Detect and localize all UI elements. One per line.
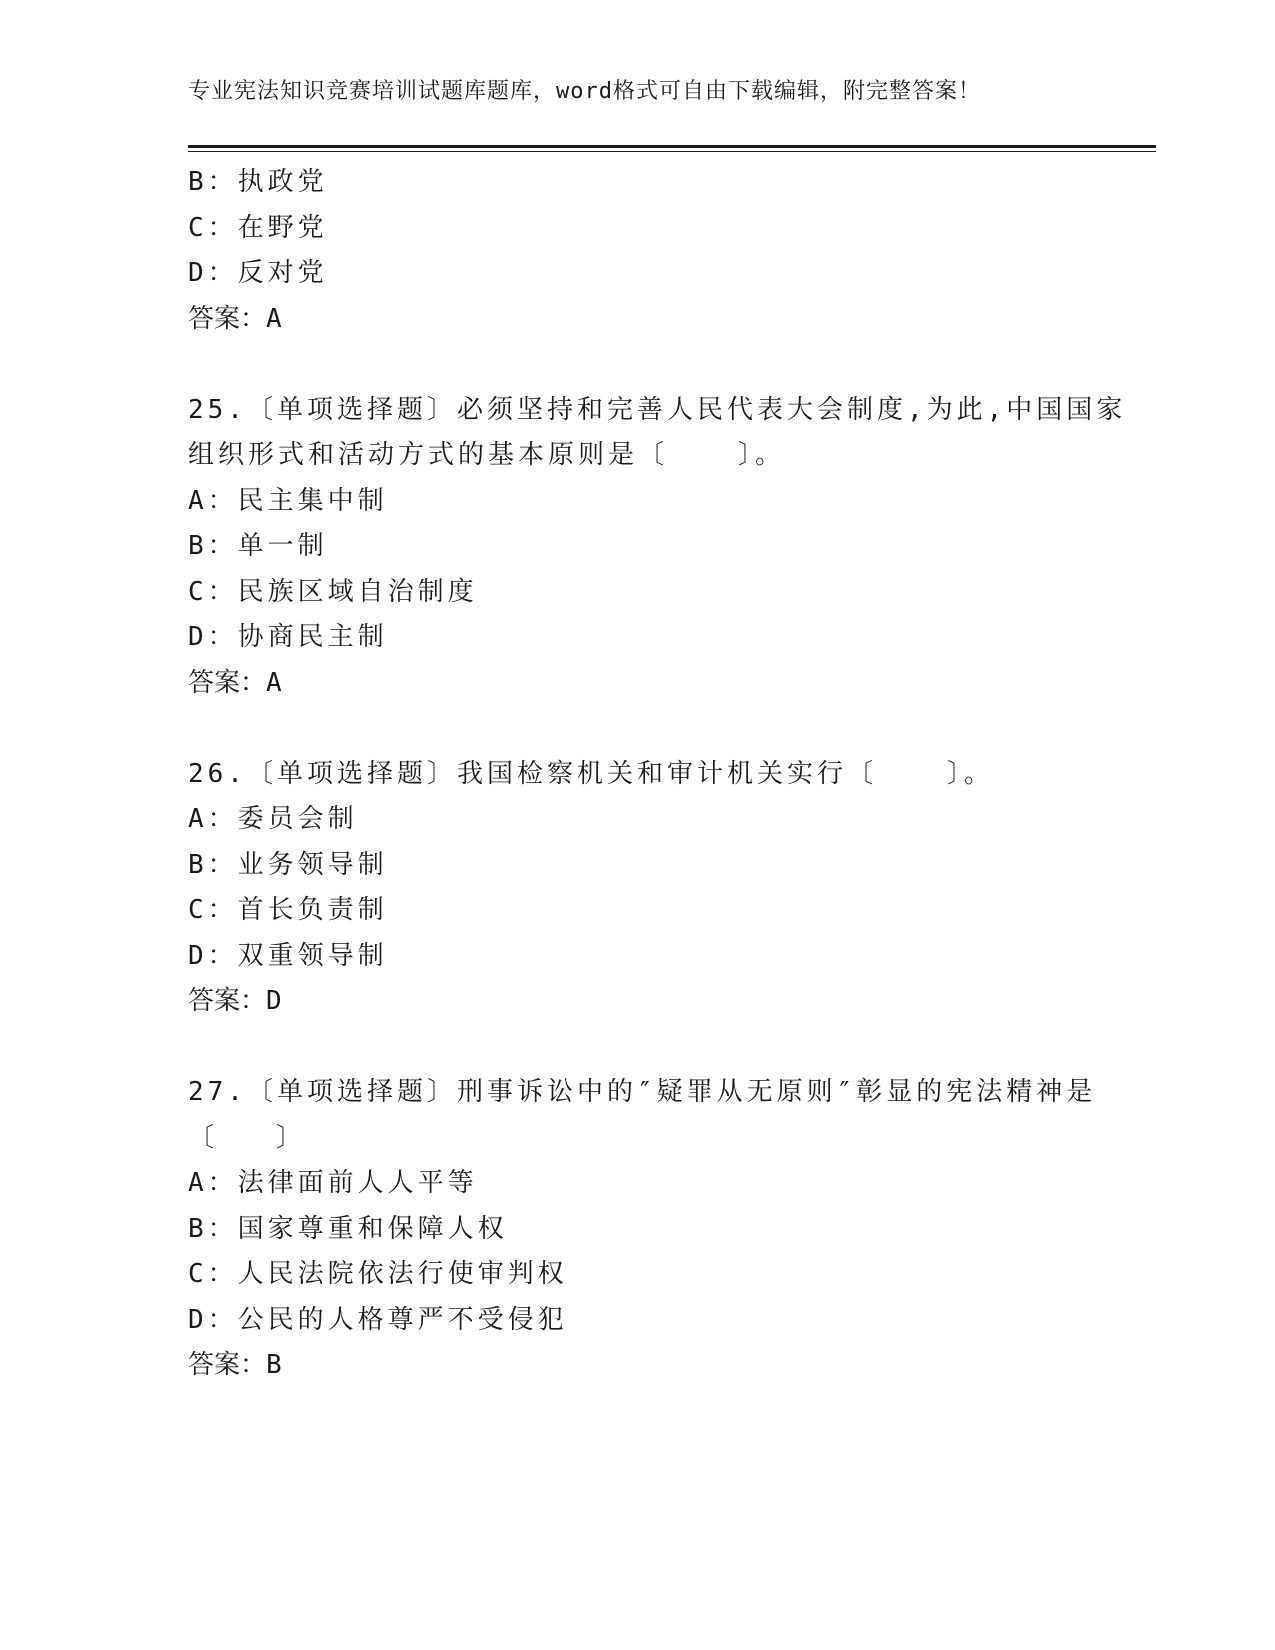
- page-header: 专业宪法知识竞赛培训试题库题库，word格式可自由下载编辑，附完整答案！: [188, 79, 981, 104]
- option-d: D：双重领导制: [188, 940, 388, 971]
- question-stem: 27.〔单项选择题〕刑事诉讼中的″疑罪从无原则″彰显的宪法精神是: [188, 1077, 1097, 1107]
- question-stem-cont: 〔 〕: [188, 1122, 307, 1153]
- header-rule-thin: [188, 151, 1156, 152]
- answer-line: 答案：A: [188, 667, 282, 698]
- option-a: A：民主集中制: [188, 485, 388, 516]
- option-b: B：业务领导制: [188, 849, 388, 880]
- option-a: A：法律面前人人平等: [188, 1168, 478, 1198]
- answer-line: 答案：B: [188, 1350, 282, 1380]
- answer-line: 答案：A: [188, 303, 282, 334]
- option-a: A：委员会制: [188, 804, 358, 834]
- option-c: C：首长负责制: [188, 895, 388, 925]
- question-stem: 26.〔单项选择题〕我国检察机关和审计机关实行〔 〕。: [188, 758, 994, 789]
- option-d: D：公民的人格尊严不受侵犯: [188, 1304, 568, 1335]
- option-b: B：国家尊重和保障人权: [188, 1213, 508, 1244]
- option-b: B：执政党: [188, 167, 328, 197]
- option-c: C：民族区域自治制度: [188, 576, 478, 607]
- option-d: D：协商民主制: [188, 622, 388, 652]
- answer-line: 答案：D: [188, 986, 282, 1016]
- option-c: C：在野党: [188, 212, 328, 243]
- question-stem-cont: 组织形式和活动方式的基本原则是〔 〕。: [188, 440, 786, 470]
- question-stem: 25.〔单项选择题〕必须坚持和完善人民代表大会制度,为此,中国国家: [188, 394, 1127, 425]
- question-list: [188, 160, 1127, 1389]
- header-rule-thick: [188, 145, 1156, 148]
- option-b: B：单一制: [188, 531, 328, 561]
- option-d: D：反对党: [188, 258, 328, 288]
- option-c: C：人民法院依法行使审判权: [188, 1259, 568, 1289]
